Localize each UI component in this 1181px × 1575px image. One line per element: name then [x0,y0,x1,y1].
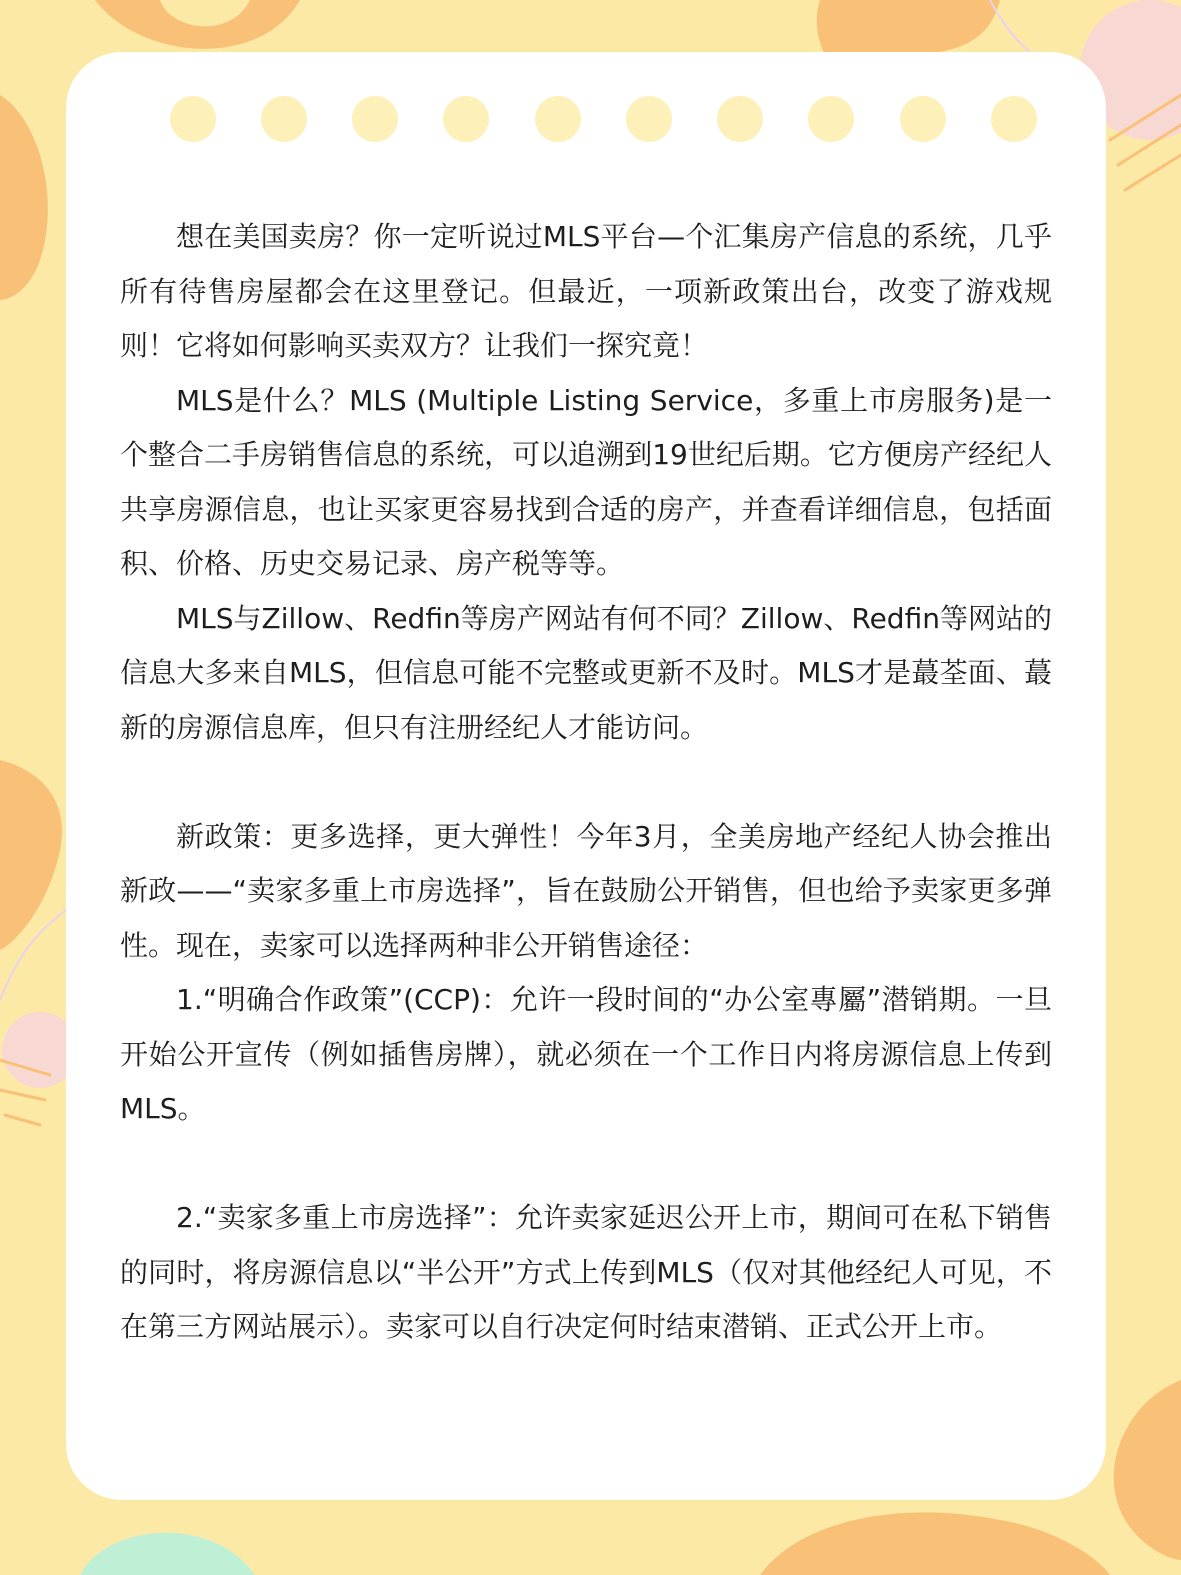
blob-right-lower [1114,1380,1181,1560]
dot [352,96,398,142]
intro-paragraph: 想在美国卖房？你一定听说过MLS平台—个汇集房产信息的系统，几乎所有待售房屋都会在这里登记。但最近，一项新政策出台，改变了游戏规则！它将如何影响买卖双方？让我们一探究竟！ [120,220,1052,362]
dot [535,96,581,142]
blob-mint [80,1533,255,1575]
blob-top-right [817,0,1000,55]
mls-definition-paragraph: MLS是什么？MLS (Multiple Listing Service，多重上市房服务)是一个整合二手房销售信息的系统，可以追溯到19世纪后期。它方便房产经纪人共享房源信息，也让买家更容易找到合适的房产，并查看详细信息，包括面积、价格、历史交易记录、房产税等等。 [120,383,1052,580]
option-two-paragraph: 2.“卖家多重上市房选择”：允许卖家延迟公开上市，期间可在私下销售的同时，将房源信息以“半公开”方式上传到MLS（仅对其他经纪人可见，不在第三方网站展示）。卖家可以自行决定何时结束潜销、正式公开上市。 [120,1201,1052,1343]
dot [170,96,216,142]
dot [900,96,946,142]
dot [717,96,763,142]
mls-comparison-paragraph: MLS与Zillow、Redfin等房产网站有何不同？Zillow、Redfin等网站的信息大多来自MLS，但信息可能不完整或更新不及时。MLS才是蕞荃面、蕞新的房源信息库，但只有注册经纪人才能访问。 [120,601,1052,744]
dot [991,96,1037,142]
decorative-dots [170,96,1050,144]
dot [808,96,854,142]
blob-bottom-right [760,1512,1110,1575]
article-body [120,210,1052,1355]
dot [626,96,672,142]
option-one-paragraph: 1.“明确合作政策”(CCP)：允许一段时间的“办公室專屬”潜销期。一旦开始公开宣传（例如插售房牌），就必须在一个工作日内将房源信息上传到MLS。 [120,983,1052,1125]
spacer [120,1137,1052,1192]
dot [261,96,307,142]
dot [443,96,489,142]
blob-left [0,95,48,300]
spacer [120,755,1052,810]
new-policy-paragraph: 新政策：更多选择，更大弹性！今年3月，全美房地产经纪人协会推出新政——“卖家多重上市房选择”，旨在鼓励公开销售，但也给予卖家更多弹性。现在，卖家可以选择两种非公开销售途径： [120,819,1052,962]
